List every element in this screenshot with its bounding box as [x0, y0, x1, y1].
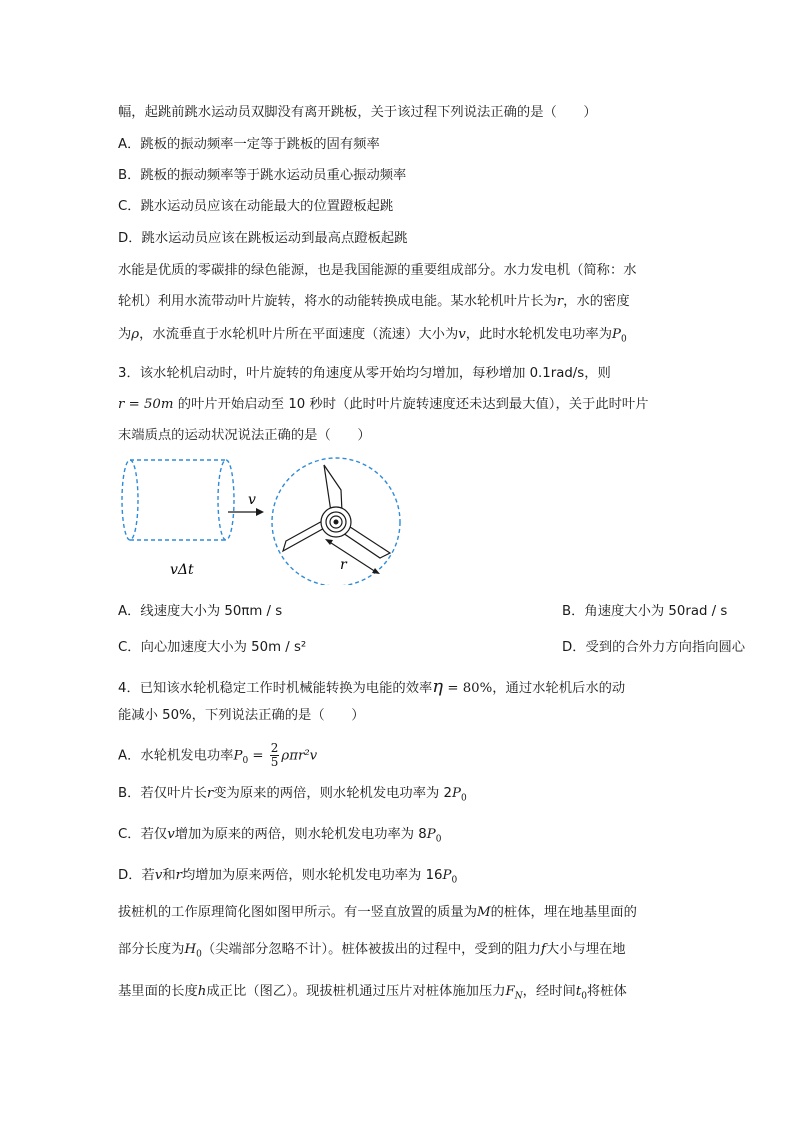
- question-3-stem-3: 末端质点的运动状况说法正确的是（ ）: [118, 428, 371, 443]
- blade-top: [324, 465, 342, 512]
- passage-line-2: 轮机）利用水流带动叶片旋转，将水的动能转换成电能。某水轮机叶片长为r，水的密度: [118, 294, 630, 309]
- question-3-stem: 3．该水轮机启动时，叶片旋转的角速度从零开始均匀增加，每秒增加 0.1rad/s，则: [118, 366, 611, 381]
- passage-2-line-2: 部分长度为$H_0$（尖端部分忽略不计）。桩体被拔出的过程中，受到的阻力f大小与埋在地: [118, 942, 626, 960]
- q3-option-a: A．线速度大小为 50πm / s: [118, 604, 283, 619]
- question-4-stem-2: 能减小 50%，下列说法正确的是（ ）: [118, 708, 365, 723]
- q3-row-1: [118, 603, 728, 621]
- v-delta-t-label: vΔt: [170, 562, 194, 578]
- q3-row-2: [118, 639, 746, 657]
- turbine-disk: [272, 458, 400, 585]
- q3-option-d: D．受到的合外力方向指向圆心: [562, 640, 746, 655]
- velocity-label: v: [248, 492, 256, 508]
- passage-2-line-1: 拔桩机的工作原理简化图如图甲所示。有一竖直放置的质量为M的桩体，埋在地基里面的: [118, 905, 637, 920]
- radius-label: r: [340, 557, 347, 573]
- q4-option-b: B．若仅叶片长r变为原来的两倍，则水轮机发电功率为 $2P_0$: [118, 786, 467, 804]
- q4-option-d: D．若v和r均增加为原来两倍，则水轮机发电功率为 $16P_0$: [118, 868, 458, 886]
- hub-center: [334, 520, 339, 525]
- water-column-cylinder: [122, 460, 234, 540]
- passage-line-3: 为ρ，水流垂直于水轮机叶片所在平面速度（流速）大小为v，此时水轮机发电功率为$P_0$: [118, 327, 627, 345]
- fraction-two-fifths: $\frac{2}{5}$: [270, 741, 279, 769]
- option-d: D．跳水运动员应该在跳板运动到最高点蹬板起跳: [118, 231, 408, 246]
- water-turbine-figure: [118, 455, 418, 585]
- option-a: A．跳板的振动频率一定等于跳板的固有频率: [118, 137, 380, 152]
- question-3-stem-2: r = 50m 的叶片开始启动至 10 秒时（此时叶片旋转速度还未达到最大值），关于此时叶片: [118, 397, 649, 412]
- question-stem-continued: 幅，起跳前跳水运动员双脚没有离开跳板，关于该过程下列说法正确的是（ ）: [118, 105, 597, 120]
- q3-option-b: B．角速度大小为 50rad / s: [562, 604, 728, 619]
- option-b: B．跳板的振动频率等于跳水运动员重心振动频率: [118, 168, 407, 183]
- q3-option-c: C．向心加速度大小为 50m / s²: [118, 640, 307, 655]
- passage-2-line-3: 基里面的长度h成正比（图乙）。现拔桩机通过压片对桩体施加压力$F_N$，经时间$t_0$将桩体: [118, 984, 627, 1002]
- passage-line-1: 水能是优质的零碳排的绿色能源，也是我国能源的重要组成部分。水力发电机（简称：水: [118, 263, 637, 278]
- q4-option-c: C．若仅v增加为原来的两倍，则水轮机发电功率为 $8P_0$: [118, 827, 442, 845]
- option-c: C．跳水运动员应该在动能最大的位置蹬板起跳: [118, 199, 394, 214]
- question-4-stem: 4．已知该水轮机稳定工作时机械能转换为电能的效率η = 80%，通过水轮机后水的动: [118, 676, 626, 697]
- q4-option-a: A．水轮机发电功率$P_0$ = $\frac{2}{5}$ ρπr²v: [118, 741, 318, 769]
